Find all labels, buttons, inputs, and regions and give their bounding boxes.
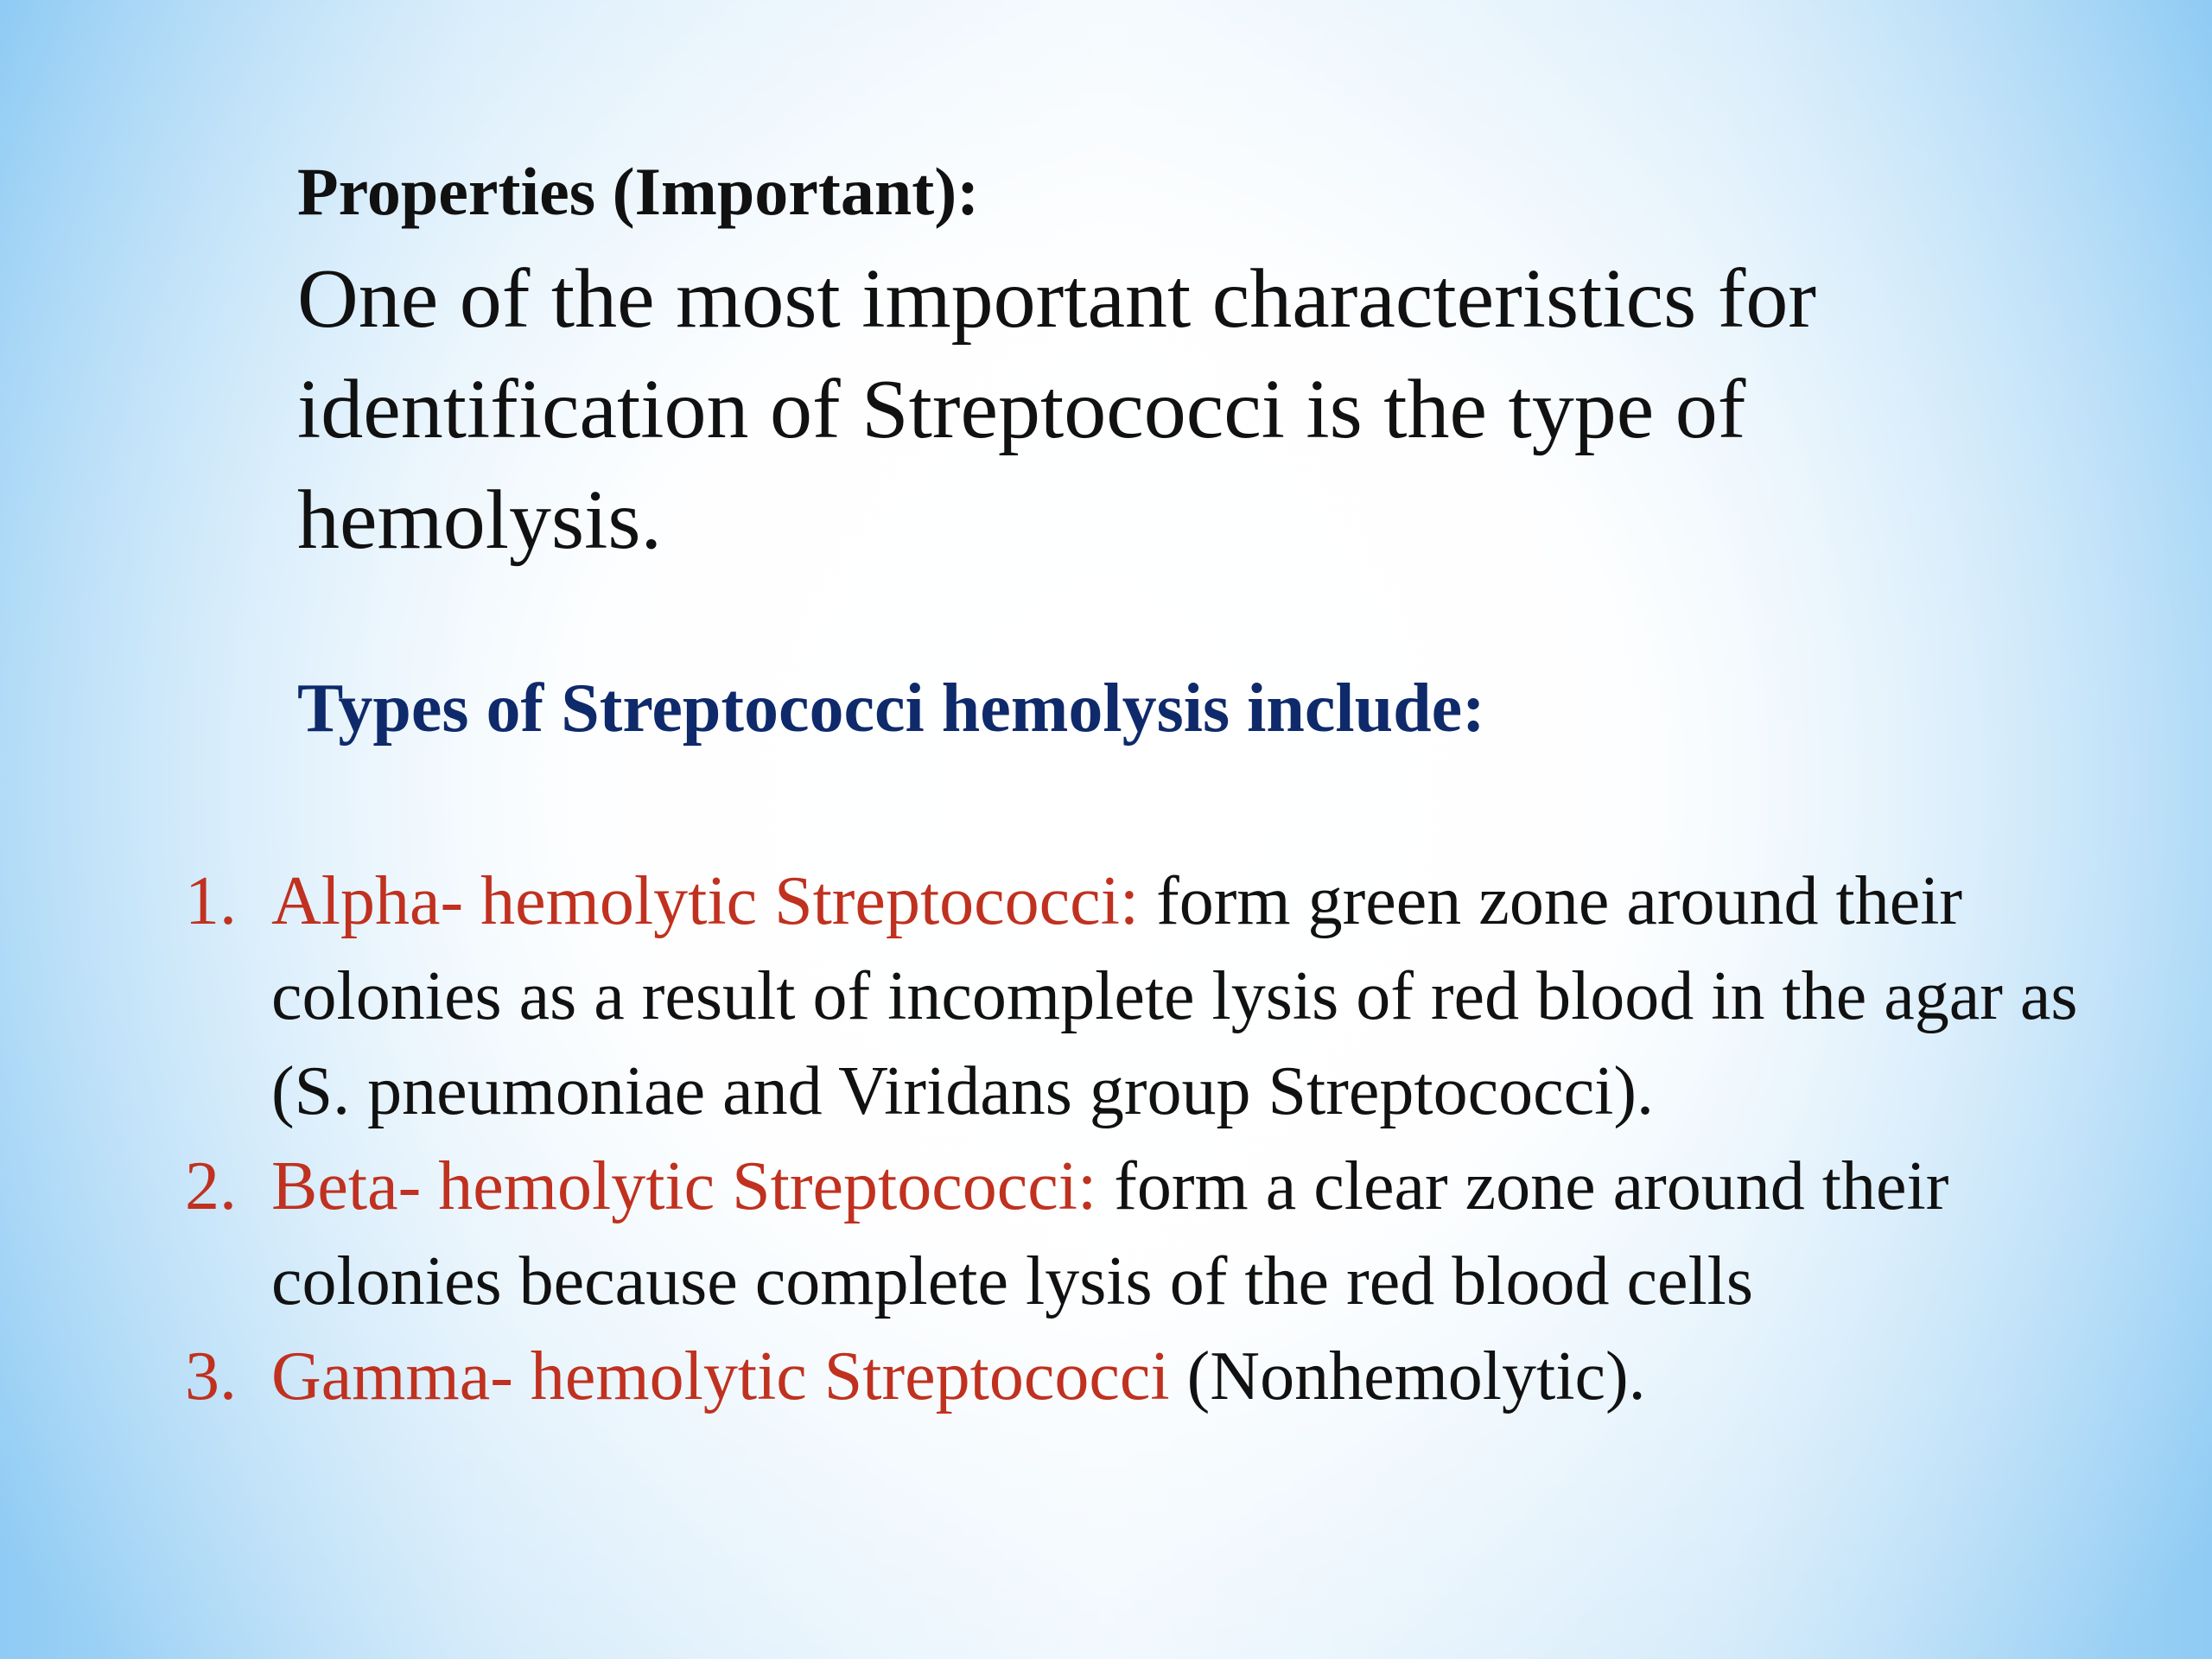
- beta-description: form a clear zone around their colonies because complete lysis of the red blood cells: [271, 1148, 1949, 1319]
- list-item-gamma: [185, 1329, 2103, 1424]
- properties-heading: Properties (Important):: [297, 154, 980, 229]
- types-heading: Types of Streptococci hemolysis include:: [297, 671, 1485, 747]
- alpha-description: form green zone around their colonies as a result of incomplete lysis of red blood in the agar as (S. pneumoniae and Viridans group Streptococci).: [271, 863, 2078, 1129]
- list-item-alpha: [185, 854, 2103, 1139]
- hemolysis-types-list: [185, 854, 2103, 1424]
- list-item-beta: [185, 1139, 2103, 1329]
- list-item-number: 2.: [185, 1148, 237, 1224]
- list-item-number: 3.: [185, 1338, 237, 1414]
- gamma-description: (Nonhemolytic).: [1186, 1338, 1646, 1414]
- beta-term: Beta- hemolytic Streptococci:: [271, 1148, 1115, 1224]
- list-item-number: 1.: [185, 863, 237, 939]
- alpha-term: Alpha- hemolytic Streptococci:: [271, 863, 1157, 939]
- intro-paragraph: One of the most important characteristics for identification of Streptococci is the type of hemolysis.: [297, 252, 1816, 567]
- gamma-term: Gamma- hemolytic Streptococci: [271, 1338, 1187, 1414]
